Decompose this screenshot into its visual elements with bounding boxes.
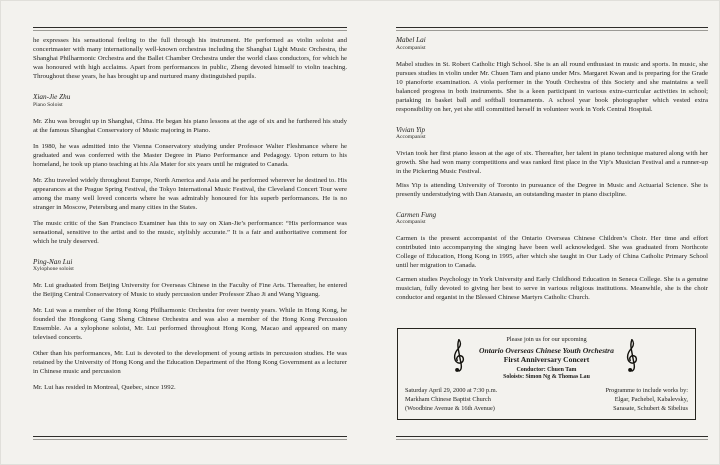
section-vivian-yip bbox=[396, 126, 708, 199]
performer-role: Accompanist bbox=[396, 44, 426, 51]
section-ping-nan-lui bbox=[33, 258, 347, 393]
page-left bbox=[33, 0, 347, 465]
concert-title: First Anniversary Concert bbox=[503, 355, 590, 364]
bio-paragraph: Miss Yip is attending University of Toronto in pursuance of the Degree in Music and Actuarial Science. She is presently understudying with Dan Atanasiu, an outstanding master in piano discipline. bbox=[396, 181, 708, 198]
announcement-details bbox=[398, 387, 695, 413]
page-right bbox=[396, 0, 708, 465]
bio-paragraph: Mr. Zhu traveled widely throughout Europe, North America and Asia and he performed wherever he destined to. His appearances at the Prague Spring Festival, the Tokyo International Music Festival, the Cleveland Concert Tour were among the many well loved concerts where he was admirably honoured for his superb performances. He is no stranger in Moscow, Petersburg and many cities in the States. bbox=[33, 176, 347, 211]
announcement-box bbox=[397, 328, 696, 420]
continuation-paragraph: he expresses his sensational feeling to the full through his instrument. He performed as violin soloist and concertmaster with many internationally well-known orchestras including the Shanghai Light Music Orchestra, the Shanghai Philharmonic Orchestra and the Ballet Chamber Orchestra under the world class conductors, for which he was honoured with high acclaims. Apart from performances in public, Zheng devoted himself to violin teaching. Throughout these years, he has brought up and nurtured many distinguished pupils. bbox=[33, 37, 347, 80]
section-mabel-lai bbox=[396, 36, 708, 114]
bio-paragraph: Mr. Zhu was brought up in Shanghai, China. He began his piano lessons at the age of six and he furthered his study at the famous Shanghai Conservatory of Music majoring in Piano. bbox=[33, 117, 347, 134]
soloists-line: Soloists: Simon Ng & Thomas Lau bbox=[503, 374, 590, 380]
section-carmen-fung bbox=[396, 211, 708, 302]
event-datetime: Saturday April 29, 2000 at 7:30 p.m. bbox=[405, 387, 498, 395]
event-programme bbox=[605, 387, 688, 413]
bio-paragraph: The music critic of the San Francisco Examiner has this to say on Xian-Jie’s performance: “His performance was sensational, sensitive to the artist and to the music, stylishly accurate.” It is a fair and authoritative comment for which he truly deserved. bbox=[33, 219, 347, 245]
bio-paragraph: Mr. Lui was a member of the Hong Kong Philharmonic Orchestra for over twenty years. While in Hong Kong, he founded the Hongkong Gang Sheng Chinese Orchestra and was also a member of the Hong Kong Percussion Ensemble. As a xylophone soloist, Mr. Lui performed throughout Hong Kong, Macao and appeared on many televised concerts. bbox=[33, 307, 347, 341]
event-venue: Markham Chinese Baptist Church bbox=[405, 395, 491, 403]
orchestra-name: Ontario Overseas Chinese Youth Orchestra bbox=[479, 345, 614, 355]
announcement-intro: Please join us for our upcoming bbox=[506, 335, 587, 343]
bottom-rule-left bbox=[33, 436, 347, 440]
treble-clef-icon bbox=[450, 336, 466, 376]
bio-paragraph: Mr. Lui has resided in Montreal, Quebec, since 1992. bbox=[33, 384, 176, 391]
top-rule-right bbox=[396, 27, 708, 31]
performer-name: Xian-Jie Zhu bbox=[33, 93, 71, 101]
performer-role: Accompanist bbox=[396, 219, 426, 225]
conductor-line: Conductor: Chuen Tam bbox=[516, 366, 577, 373]
page-left-content bbox=[33, 36, 347, 399]
section-xian-jie-zhu bbox=[33, 93, 347, 246]
performer-name: Vivian Yip bbox=[396, 125, 426, 134]
performer-role: Xylophone soloist bbox=[33, 266, 74, 272]
bio-paragraph: Mr. Lui graduated from Beijing University for Overseas Chinese in the Faculty of Fine Arts. Thereafter, he entered the Beijing Central Conservatory of Music to study percussion under Professor Zhao Ji and Wang Yiguang. bbox=[33, 282, 347, 298]
bio-paragraph: Carmen studies Psychology in York University and Early Childhood Education in Seneca College. She is a genuine musician, fully devoted to giving her best to serve in various religious institutions. Meanwhile, she is the choir conductor and organist in the Blessed Chinese Martyrs Catholic Church. bbox=[396, 275, 708, 301]
programme-composers-line: Elgar, Pachebel, Kabalevsky, bbox=[614, 395, 688, 403]
announcement-center bbox=[398, 329, 695, 382]
performer-name: Ping-Nan Lui bbox=[33, 257, 73, 266]
bio-paragraph: Vivian took her first piano lesson at the age of six. Thereafter, her talent in piano technique matured along with her growth. She had won many competitions and was ranked first place in the Yip’s Musician Festival and a runner-up in the Pickering Music Festival. bbox=[396, 150, 708, 175]
page-right-content bbox=[396, 36, 708, 420]
bio-paragraph: Carmen is the present accompanist of the Ontario Overseas Chinese Children’s Choir. Her time and effort contributed into accompanying the singing have been well acknowledged. She was graduated from Northcote College of Education, Hong Kong in 1995, after which she taught in Our Lady of China Catholic Primary School until her migration to Canada. bbox=[396, 235, 708, 269]
performer-role: Piano Soloist bbox=[33, 101, 63, 108]
event-when-where bbox=[405, 387, 497, 413]
top-rule-left bbox=[33, 27, 347, 31]
bio-paragraph: Other than his performances, Mr. Lui is devoted to the development of young artists in percussion studies. He was retained by the University of Hong Kong and the Education Department of the Hong Kong Government as a lecturer in Chinese music and percussion bbox=[33, 350, 347, 375]
bio-paragraph: In 1980, he was admitted into the Vienna Conservatory studying under Professor Walter Fleshmance where he graduated and was conferred with the Master Degree in Piano Performance and Pedagogy. Upon return to his homeland, he took up piano teaching at his Ala Mater for six years until he migrated to Canada. bbox=[33, 142, 347, 168]
treble-clef-icon bbox=[623, 336, 639, 376]
performer-name: Carmen Fung bbox=[396, 210, 437, 219]
programme-composers-line: Sarasate, Schubert & Sibelius bbox=[613, 404, 688, 412]
performer-role: Accompanist bbox=[396, 134, 426, 140]
performer-name: Mabel Lai bbox=[396, 36, 426, 44]
event-venue-note: (Woodbine Avenue & 16th Avenue) bbox=[405, 404, 495, 412]
bottom-rule-right bbox=[396, 436, 708, 440]
bio-paragraph: Mabel studies in St. Robert Catholic High School. She is an all round enthusiast in music and sports. In music, she pursues studies in violin under Mr. Chuen Tam and piano under Mrs. Margaret Kwan and is preparing for the Grade 10 pianoforte examination. A viola performer in the Youth Orchestra of this Society and she maintains a well balanced progress in both instruments. She is a keen participant in various extra-curricular activities in school; partaking in basket ball and softball tournaments. A school year book photographer which vested extra responsibility on her, yet she still committed herself in volunteer work in York Central Hospital. bbox=[396, 60, 708, 113]
programme-heading: Programme to include works by: bbox=[605, 387, 688, 395]
